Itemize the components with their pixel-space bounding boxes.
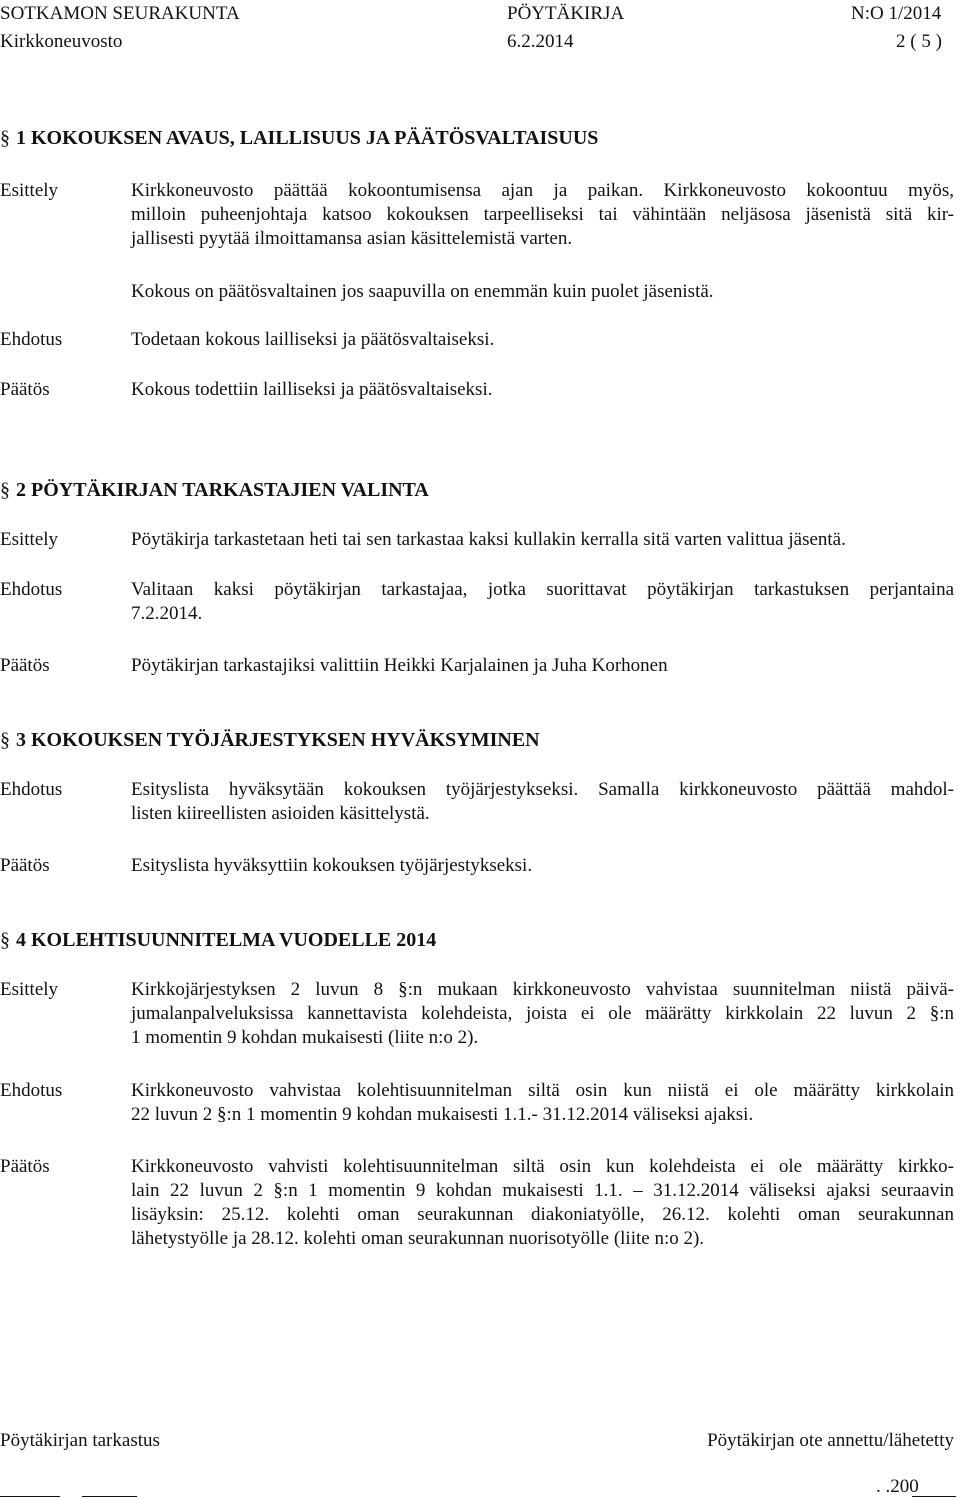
header-org: SOTKAMON SEURAKUNTA — [0, 3, 240, 24]
section-4-title: § 4 KOLEHTISUUNNITELMA VUODELLE 2014 — [0, 929, 437, 951]
date-blank — [912, 1496, 956, 1497]
section-mark: § — [0, 127, 10, 149]
item-text: Valitaan kaksi pöytäkirjan tarkastajaa, jotka suorittavat pöytäkirjan tarkastuksen perjantaina 7.2.2014. — [131, 579, 954, 624]
item-label: Ehdotus — [0, 579, 63, 600]
item-label: Esittely — [0, 180, 59, 201]
item-text: Kirkkoneuvosto päättää kokoontumisensa ajan ja paikan. Kirkkoneuvosto kokoontuu myös, milloin puheenjohtaja katsoo kokouksen tarpeelliseksi tai vähintään neljäsosa jäsenistä sitä kir- jallisesti pyytää ilmoittamansa asian käsittelemistä varten. — [131, 180, 954, 249]
item-text: Pöytäkirjan tarkastajiksi valittiin Heikki Karjalainen ja Juha Korhonen — [131, 655, 668, 676]
item-label: Esittely — [0, 979, 59, 1000]
section-1-title: § 1 KOKOUKSEN AVAUS, LAILLISUUS JA PÄÄTÖSVALTAISUUS — [0, 127, 599, 149]
item-label: Päätös — [0, 1156, 50, 1177]
item-text: Kirkkoneuvosto vahvisti kolehtisuunnitelman siltä osin kun kolehdeista ei ole määrätty kirkko- lain 22 luvun 2 §:n 1 momentin 9 kohdan mukaisesti 1.1. – 31.12.2014 väliseksi ajaksi seuraavin lisäyksin: 25.12. kolehti oman seurakunnan diakoniatyölle, 26.12. kolehti oman seurakunnan lähetystyölle ja 28.12. kolehti oman seurakunnan nuorisotyölle (liite n:o 2). — [131, 1156, 954, 1249]
item-label: Ehdotus — [0, 329, 63, 350]
header-doc-type: PÖYTÄKIRJA — [507, 3, 625, 24]
item-text: Kirkkoneuvosto vahvistaa kolehtisuunnitelman siltä osin kun niistä ei ole määrätty kirkkolain 22 luvun 2 §:n 1 momentin 9 kohdan mukaisesti 1.1.- 31.12.2014 väliseksi ajaksi. — [131, 1080, 954, 1125]
item-label: Päätös — [0, 379, 50, 400]
item-text-extra: Kokous on päätösvaltainen jos saapuvilla on enemmän kuin puolet jäsenistä. — [131, 281, 714, 302]
section-mark: § — [0, 479, 10, 501]
item-label: Ehdotus — [0, 779, 63, 800]
footer-extract-label: Pöytäkirjan ote annettu/lähetetty — [707, 1430, 954, 1451]
signature-blank-2 — [82, 1496, 137, 1497]
section-mark: § — [0, 929, 10, 951]
item-text: Esityslista hyväksyttiin kokouksen työjärjestykseksi. — [131, 855, 533, 876]
signature-blank-1 — [0, 1496, 60, 1497]
footer-review-label: Pöytäkirjan tarkastus — [0, 1430, 160, 1451]
item-text: Kirkkojärjestyksen 2 luvun 8 §:n mukaan kirkkoneuvosto vahvistaa suunnitelman niistä päivä- jumalanpalveluksissa kannettavista kolehdeista, joista ei ole määrätty kirkkolain 22 luvun 2 §:n 1 momentin 9 kohdan mukaisesti (liite n:o 2). — [131, 979, 954, 1048]
item-label: Päätös — [0, 855, 50, 876]
item-text: Todetaan kokous lailliseksi ja päätösvaltaiseksi. — [131, 329, 495, 350]
section-mark: § — [0, 729, 10, 751]
header-body: Kirkkoneuvosto — [0, 31, 123, 52]
header-page: 2 ( 5 ) — [896, 31, 942, 52]
item-text: Kokous todettiin lailliseksi ja päätösvaltaiseksi. — [131, 379, 493, 400]
item-label: Ehdotus — [0, 1080, 63, 1101]
header-date: 6.2.2014 — [507, 31, 574, 52]
item-text: Pöytäkirja tarkastetaan heti tai sen tarkastaa kaksi kullakin kerralla sitä varten valittua jäsentä. — [131, 529, 846, 550]
item-text: Esityslista hyväksytään kokouksen työjärjestykseksi. Samalla kirkkoneuvosto päättää mahdol- listen kiireellisten asioiden käsittelystä. — [131, 779, 954, 824]
item-label: Päätös — [0, 655, 50, 676]
section-2-title: § 2 PÖYTÄKIRJAN TARKASTAJIEN VALINTA — [0, 479, 429, 501]
footer-date-fragment: . .200 — [876, 1476, 919, 1497]
item-label: Esittely — [0, 529, 59, 550]
header-number: N:O 1/2014 — [851, 3, 942, 24]
section-3-title: § 3 KOKOUKSEN TYÖJÄRJESTYKSEN HYVÄKSYMINEN — [0, 729, 540, 751]
